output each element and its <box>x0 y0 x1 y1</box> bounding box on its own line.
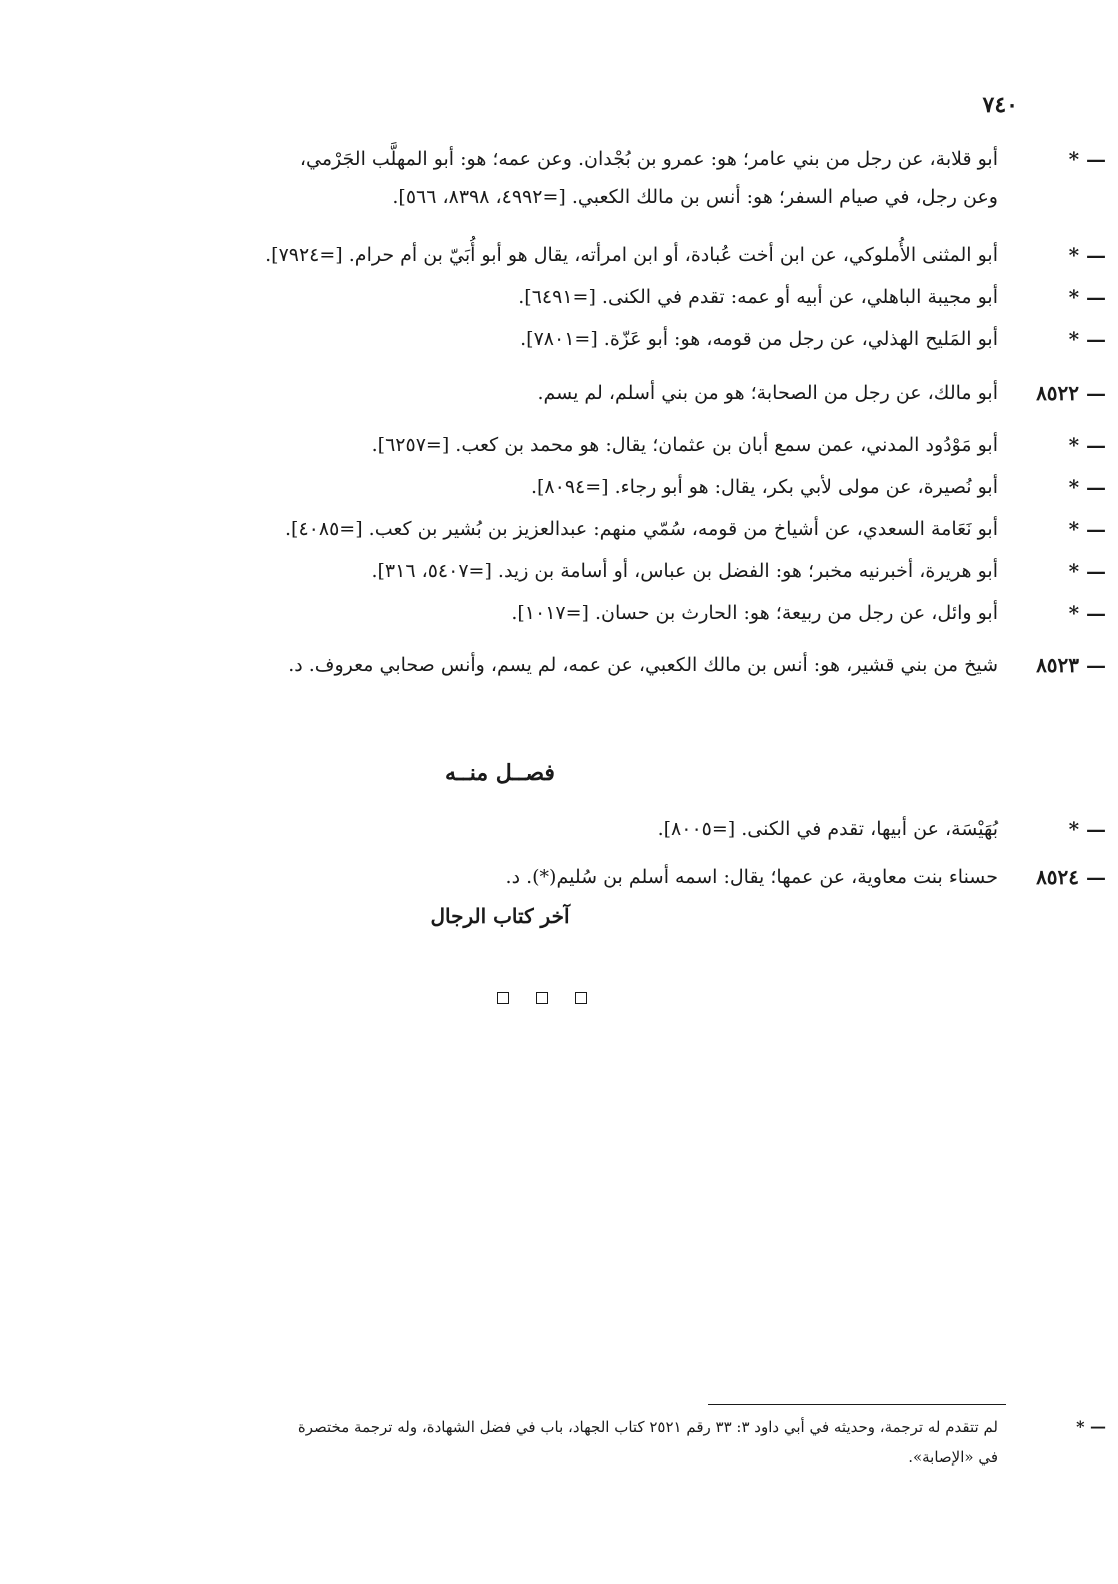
entry-line: أبو نُصيرة، عن مولى لأبي بكر، يقال: هو أبو رجاء. [=٨٠٩٤]. <box>530 476 998 498</box>
entry-marker: * — <box>1068 475 1106 499</box>
entry-number: ٨٥٢٣ — <box>1036 653 1106 677</box>
entry-line: أبو نَعَامة السعدي، عن أشياخ من قومه، سُمّي منهم: عبدالعزيز بن بُشير بن كعب. [=٤٠٨٥]. <box>285 518 998 540</box>
entry-abu-muthanna <box>70 236 1106 274</box>
entry-abu-naama <box>70 510 1106 548</box>
entry-marker: * — <box>1068 517 1106 541</box>
entry-abu-mujiba <box>70 278 1106 316</box>
entry-marker: * — <box>1068 147 1106 171</box>
entry-marker: * — <box>1068 433 1106 457</box>
entry-line: وعن رجل، في صيام السفر؛ هو: أنس بن مالك الكعبي. [=٤٩٩٢، ٨٣٩٨، ٥٦٦]. <box>392 186 998 208</box>
entry-8522 <box>70 374 1106 412</box>
page-number: ٧٤٠ <box>982 92 1018 118</box>
entry-line: أبو هريرة، أخبرنيه مخبر؛ هو: الفضل بن عباس، أو أسامة بن زيد. [=٥٤٠٧، ٣١٦]. <box>371 560 998 582</box>
entry-number: ٨٥٢٢ — <box>1036 381 1106 405</box>
closing-line: آخر كتاب الرجال <box>430 904 570 928</box>
entry-line: أبو مالك، عن رجل من الصحابة؛ هو من بني أسلم، لم يسم. <box>537 382 998 404</box>
footnote-line: لم تتقدم له ترجمة، وحديثه في أبي داود ٣: ٣٣ رقم ٢٥٢١ كتاب الجهاد، باب في فضل الشهادة، وله ترجمة مختصرة <box>297 1418 998 1436</box>
entry-marker: * — <box>1068 327 1106 351</box>
section-heading: فصــل منــه <box>445 760 555 786</box>
entry-abu-malih <box>70 320 1106 358</box>
entry-8523 <box>70 646 1106 684</box>
square-ornament-icon <box>497 992 509 1004</box>
entry-abu-nusayra <box>70 468 1106 506</box>
entry-line: أبو وائل، عن رجل من ربيعة؛ هو: الحارث بن حسان. [=١٠١٧]. <box>511 602 998 624</box>
entry-abu-mawdud <box>70 426 1106 464</box>
entry-marker: * — <box>1068 817 1106 841</box>
entry-line: أبو المَليح الهذلي، عن رجل من قومه، هو: أبو عَزّة. [=٧٨٠١]. <box>520 328 998 350</box>
square-ornament-icon <box>536 992 548 1004</box>
entry-abu-wail <box>70 594 1106 632</box>
entry-number: ٨٥٢٤ — <box>1036 865 1106 889</box>
entry-line: أبو مجيبة الباهلي، عن أبيه أو عمه: تقدم في الكنى. [=٦٤٩١]. <box>518 286 998 308</box>
entry-line: أبو مَوْدُود المدني، عمن سمع أبان بن عثمان؛ يقال: هو محمد بن كعب. [=٦٢٥٧]. <box>371 434 998 456</box>
entry-abu-qilaba <box>70 140 1106 216</box>
entry-marker: * — <box>1068 559 1106 583</box>
entry-buhaysa <box>70 810 1106 848</box>
entry-line: شيخ من بني قشير، هو: أنس بن مالك الكعبي، عن عمه، لم يسم، وأنس صحابي معروف. د. <box>288 654 998 676</box>
footnote-marker: * — <box>1076 1417 1106 1436</box>
entry-marker: * — <box>1068 285 1106 309</box>
section-ornament <box>497 992 587 1004</box>
entry-marker: * — <box>1068 243 1106 267</box>
footnote-line: في «الإصابة». <box>908 1448 998 1466</box>
footnote-divider <box>708 1404 1006 1405</box>
entry-abu-hurayra <box>70 552 1106 590</box>
entry-line: أبو المثنى الأُملوكي، عن ابن أخت عُبادة، أو ابن امرأته، يقال هو أبو أُبَيّ بن أم حرام. [=٧٩٢٤]. <box>265 244 998 266</box>
entry-line: أبو قلابة، عن رجل من بني عامر؛ هو: عمرو بن بُجْدان. وعن عمه؛ هو: أبو المهلَّب الجَرْمي، <box>299 148 998 170</box>
entry-line: حسناء بنت معاوية، عن عمها؛ يقال: اسمه أسلم بن سُليم(*). د. <box>505 866 998 888</box>
footnote <box>70 1412 1106 1472</box>
entry-line: بُهَيْسَة، عن أبيها، تقدم في الكنى. [=٨٠٠٥]. <box>657 818 998 840</box>
entry-marker: * — <box>1068 601 1106 625</box>
entry-8524 <box>70 858 1106 896</box>
square-ornament-icon <box>575 992 587 1004</box>
